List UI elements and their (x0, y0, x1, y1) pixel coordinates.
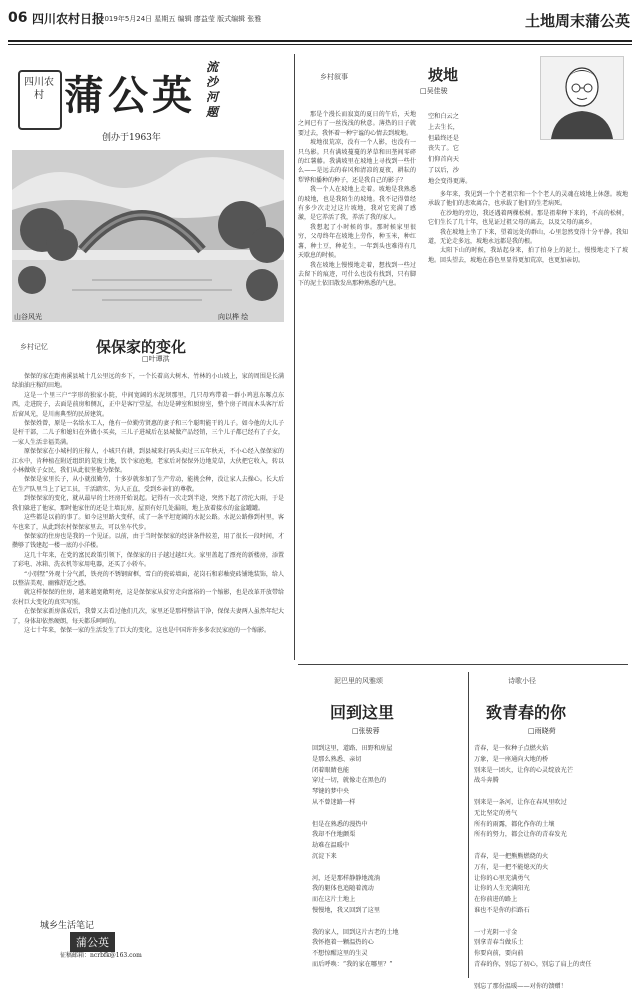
article1-body (12, 372, 284, 912)
article2-para: 那是个漫长而寂寞的夏日的午后，天地之间已有了一丝浅浅的秋意。薄热的日子就要过去，我怀着一种宁谧的心情去到坡地。 (298, 111, 416, 137)
header-rule (8, 40, 632, 42)
article2-section: 乡村叙事 (320, 73, 348, 81)
column-divider (294, 54, 295, 660)
masthead-title: 蒲公英 (64, 72, 196, 119)
article1-para: “小别墅”外观十分气派，铁亮的不锈钢窗框，雪白的瓷砖墙面，花岗石和彩釉瓷砖铺地装饰，给人以整洁美观、幽雅舒适之感。 (12, 570, 284, 587)
article3-title: 回到这里 (330, 703, 395, 722)
poem-line: 慢慢地，我又回到了这里 (312, 906, 381, 914)
calligraphy-credit: 流沙河题 (206, 60, 219, 119)
landscape-painting (12, 150, 284, 322)
poem-line (312, 917, 462, 928)
poem-line: 别来是一条河，让你在春风里吹过 (474, 798, 567, 806)
seal-text: 四川农村 (24, 77, 54, 101)
article4-poem (474, 744, 630, 992)
article1-para: 保保姓曾，原是一名给水工人，他有一位勤劳贤惠的妻子和三个聪明能干的儿子。如今他的大儿子是杆干部，二儿子和媳妇在外做小买卖，三儿子进城后在县城做产品经销，三个儿子都已经有了子女，一家人生活幸福美满。 (12, 420, 284, 446)
article1-para: 在保保家新房落成后，我曾又去看过他们几次，家里还是那样整洁干净，保保夫妻两人虽然年纪大了，身体却依然硬朗，每天都乐呵呵的。 (12, 608, 284, 625)
sidebar-line: 空和白云之 (428, 113, 459, 120)
poem-line: 劫难在温暖中 (312, 842, 350, 850)
poem-line: 穿过一切，就像走在黑色的 (312, 777, 387, 785)
date-line: 2019年5月24日 星期五 编辑 廖益莹 版式编辑 张雅 (100, 15, 262, 23)
poem-line: 青春的你，别忘了初心，别忘了肩上的责任 (474, 960, 592, 968)
article1-para: 到保保家的变化，就从最早的土坯房开始说起。记得有一次走到半途，突然下起了滂沱大雨，于是我们躲进了他家，那时他家住的还是土墙瓦房，屋顶有好几处漏雨，地上放着接水的盆盆罐罐。 (12, 495, 284, 512)
article2-para: 我一个人在坡地上走着。坡地是我熟悉的坡地，也是我陌生的坡地。我不记得曾经有多少次走过这片坡地，我对它充满了感激，是它养活了我，养活了我的家人。 (298, 186, 416, 222)
sidebar-line: 了以后，沙 (428, 166, 459, 174)
poem-line: 你要向前，要向前 (474, 950, 524, 958)
article2-body-col2 (428, 190, 628, 658)
poem-line: 而后呼唤：“我的家在哪里？” (312, 960, 393, 968)
painting-caption: 山谷风光 (14, 313, 42, 321)
poem-line: 谁也不是你的拦路石 (474, 906, 530, 914)
sidebar-line: 上去生长， (428, 123, 459, 131)
poem-line (474, 787, 630, 798)
article2-para: 我在坡地上慢慢地走着，想找到一些过去留下的痕迹，可什么也没有找到，只有脚下的泥土依旧散发出那种熟悉的气息。 (298, 261, 416, 288)
article3-poem (312, 744, 462, 971)
footer-brand: 蒲公英 (70, 932, 115, 952)
article4-section: 诗歌小径 (508, 677, 536, 685)
article4-title: 致青春的你 (486, 703, 567, 722)
article2-para: 坡地很荒凉，没有一个人影，也没有一只鸟影。只有满坡蔓蔓的茅草和田垄间零碎的红薯藤。我满坡里在坡地上寻找到一些什么——是远去的春风和清凉的夏夜，耕耘的犁铧和播种的种子，还是我自己的影子？ (298, 139, 416, 184)
article1-para: 这些都是以前的事了。如今这里路大变样，成了一条平坦宽阔的水泥公路。水泥公路修到村里，客车也来了，从此到农村保保家里去，可以坐车代步。 (12, 514, 284, 531)
poem-line: 让你的心里充满勇气 (474, 874, 530, 882)
poem-line: 而在这片土地上 (312, 896, 356, 904)
poem-divider (468, 672, 469, 978)
article2-byline: □吴佳骏 (420, 87, 448, 95)
poem-line: 在你前进的路上 (474, 896, 518, 904)
poem-line: 别忘了那份温暖——对你的馈赠！ (474, 982, 567, 990)
sidebar-line: 们仰首向天 (428, 156, 459, 164)
article1-title: 保保家的变化 (96, 338, 187, 356)
sidebar-line: 地会变得更薄。 (428, 177, 472, 185)
poem-line: 所有的雨露，都化作你的土壤 (474, 820, 555, 828)
poem-line: 我的躯体也追随着流动 (312, 885, 374, 893)
article1-section: 乡村记忆 (20, 343, 48, 351)
poem-line: 万象，是一座通向大地的桥 (474, 755, 549, 763)
poem-line: 一寸光阴一寸金 (474, 928, 518, 936)
section-brand: 土地周末蒲公英 (524, 12, 630, 30)
article1-para: 这是一个里三户“字形的独家小院，中间宽阔的水泥坝那里，几只母鸡带着一群小鸡崽东啄点东西，走进院子，去面是前房和侧瓦，正中是客厅堂屋，右边是碑室和厨房室，整个房子周而木头客厅后后窗风光，是川南典型的民居建筑。 (12, 391, 284, 418)
poem-line: 青春，是一粒种子点燃火焰 (474, 745, 549, 752)
painting-author: 向以桦 绘 (218, 313, 249, 321)
founded-line: 创办于1963年 (102, 133, 161, 143)
header-rule-thin (8, 44, 632, 45)
article3-section: 泥巴里的风雅颂 (334, 677, 383, 685)
poem-line: 无比坚定的勇气 (474, 809, 518, 817)
article2-para: 我在坡地上坐了下来，望着远处的群山，心里忽然变得十分平静。我知道，无论走多远，坡地永远都是我的根。 (428, 228, 628, 246)
poem-line: 闭着眼睛也能 (312, 766, 350, 774)
poem-line: 青春，是一把熊熊燃烧的火 (474, 852, 549, 860)
article1-para: 就这样保保的住房，越来越宽敞明亮，这是保保家从贫穷走向富裕的一个缩影，也是改革开放带给农村巨大变化的真实写照。 (12, 589, 284, 606)
paper-name: 四川农村日报 (32, 12, 105, 26)
poem-line (312, 863, 462, 874)
poem-line: 但是在熟悉的漫热中 (312, 820, 368, 828)
poem-line: 我怀抱着一颗温热的心 (312, 939, 374, 947)
poem-line: 别来是一团火，让你的心灵绽放光芒 (474, 766, 573, 774)
section-divider (298, 664, 628, 665)
poem-line: 琴键的梦中央 (312, 788, 350, 796)
seal-stamp (18, 70, 62, 130)
page-number: 06 (8, 10, 28, 26)
article1-para: 原保保家在小城村的庄稼人，小城只有耕，到县城来打码头卖过三五年秋天，不小心经入保保家的江水中，肯种植在附近组织的荒废土地，饮个家庭地，老家后对保保外边地荒草，大伙把它收入，转以小林做收子女民，我们从此很坚他为保保。 (12, 448, 284, 475)
poem-line (474, 971, 630, 982)
article1-para: 这七十年来，保保一家的生活发生了巨大的变化，这也是中国许许多多农民家庭的一个缩影。 (24, 626, 271, 634)
poem-line (474, 841, 630, 852)
poem-line: 沉淀下来 (312, 852, 337, 860)
footer-box (30, 918, 160, 968)
poem-line: 别拿青春当做乐土 (474, 939, 524, 947)
footer-mail: 征稿邮箱：ncrbfk@163.com (60, 952, 142, 959)
article3-byline: □张骏蓉 (352, 727, 380, 735)
article4-byline: □雨晓荷 (528, 727, 556, 735)
article2-para: 多年来，我见到一个个老祖宗和一个个老人的灵魂在坡地上休憩。坡地承载了他们的悲欢离合，也承载了他们的生老病死。 (428, 191, 628, 208)
poem-line: 我却不住地颤栗 (312, 831, 356, 839)
article2-para: 我想起了小时候的事。那时候家里很穷，父母终年在坡地上劳作，种玉米，种红薯，种土豆，种花生，一年到头也难得有几天歇息的时候。 (298, 223, 416, 260)
article1-para: 保保的家在距南溪县城十几公里远的乡下，一个长着高大树木、竹林的小山坡上，家的周围是长满绿油油庄稼的田地。 (12, 373, 284, 390)
poem-line: 是那么熟悉、亲切 (312, 755, 362, 763)
article1-para: 保保是家里长子，从小就很勤劳，十多岁就参加了生产劳动，能挑会种，没让家人去操心。长大后在生产队里当上了记工员，干活踏实、为人正直，受到乡亲们的尊敬。 (12, 476, 284, 493)
poem-line: 从不曾迷路一样 (312, 798, 356, 806)
sidebar-line: 丧失了。它 (428, 145, 459, 153)
poem-line (312, 809, 462, 820)
article2-body-col1 (298, 110, 416, 658)
poem-line: 万有，是一把不能熄灭的火 (474, 863, 549, 871)
poem-line (474, 917, 630, 928)
sidebar-line: 但最终还是 (428, 134, 459, 142)
poem-line: 我的家人，回到这片古老的土地 (312, 928, 399, 936)
masthead (12, 58, 284, 150)
poem-line: 不想惊醒这里的生灵 (312, 950, 368, 958)
article1-para: 保保家的住房也是我的一个见证。以前，由于当时保保家的经济条件较差，用了很长一段时间，才攒够了钱建起一楼一底的小洋楼。 (12, 532, 284, 550)
footer-column: 城乡生活笔记 (40, 921, 95, 931)
article2-title: 坡地 (428, 66, 459, 84)
article2-sidebar (428, 112, 538, 188)
poem-line: 让你的人生充满阳光 (474, 885, 530, 893)
author-portrait (540, 56, 624, 140)
article1-byline: □叶谭洪 (142, 355, 170, 363)
poem-line: 所有的努力，都会让你的青春发光 (474, 831, 567, 839)
article2-para: 太阳下山的时候，我站起身来，拍了拍身上的泥土，慢慢地走下了坡地。回头望去，坡地在暮色里显得更加荒凉，也更加亲切。 (428, 247, 628, 264)
article2-para: 在沙地的旁边，我还遇着两棵松树。那是祖辈种下来的，不高的松树，它们生长了几十年，也见证过祖父母的离去，以及父母的离乡。 (428, 209, 628, 227)
poem-line: 河，还是那样静静地流淌 (312, 874, 381, 882)
poem-line: 回到这里，道路、田野和房屋 (312, 745, 393, 752)
poem-line: 战斗奔腾 (474, 777, 499, 785)
article1-para: 这几十年来，在党的富民政策引领下，保保家的日子越过越红火。家里盖起了漂亮的新楼房，添置了彩电、冰箱、洗衣机等家用电器，还买了小轿车。 (12, 551, 284, 569)
